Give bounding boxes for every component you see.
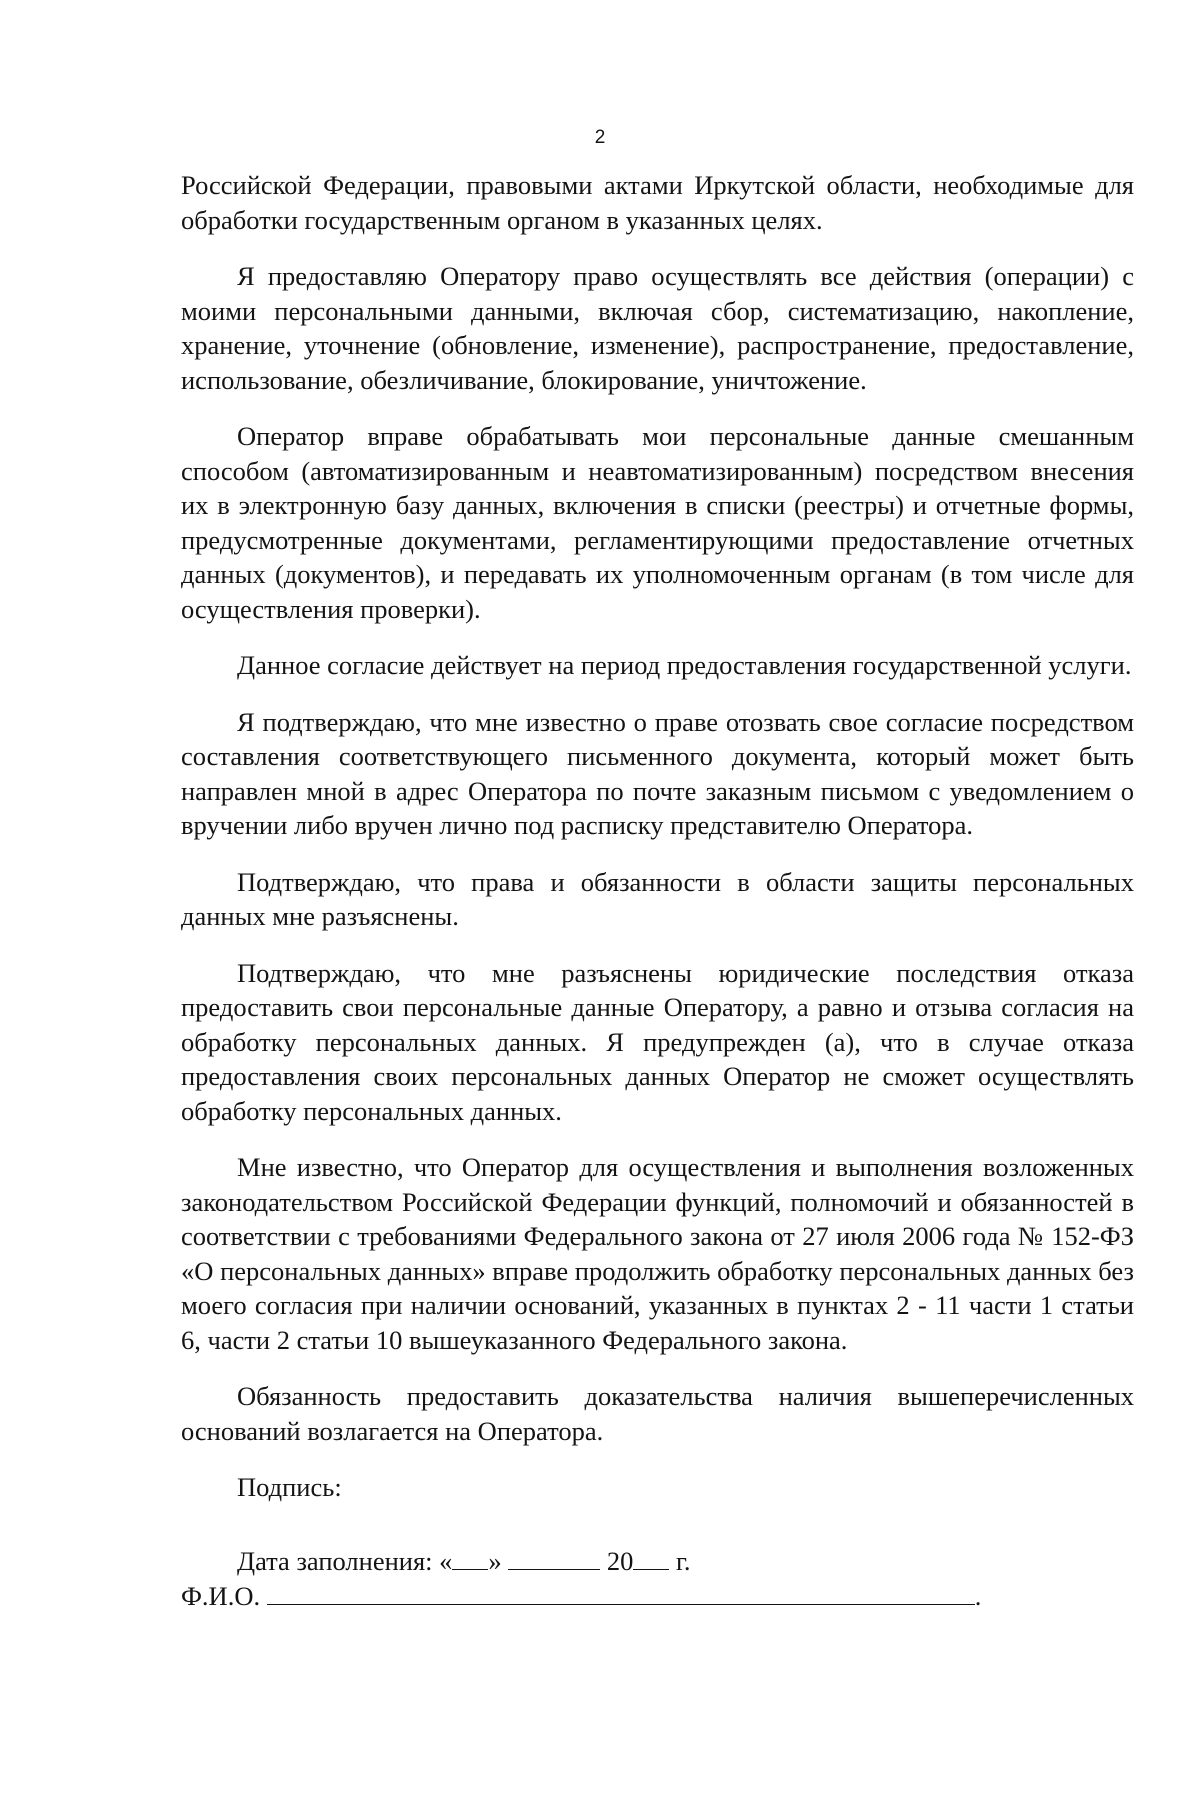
month-blank[interactable] <box>508 1543 600 1570</box>
year-suffix: г. <box>676 1545 691 1576</box>
signature-label: Подпись: <box>237 1472 342 1502</box>
paragraph-validity-period: Данное согласие действует на период предоставления государственной услуги. <box>237 650 1132 680</box>
paragraph-operations-right: Я предоставляю Оператору право осуществлять все действия (операции) с моими персональными данными, включая сбор, систематизацию, накопление, хранение, уточнение (обновление, изменение), распространение, предоставление, использование, обезличивание, блокирование, уничтожение. <box>181 261 1134 395</box>
full-name-blank[interactable] <box>267 1578 975 1605</box>
open-quote: « <box>439 1545 453 1576</box>
year-blank[interactable] <box>633 1543 669 1570</box>
paragraph-refusal-consequences: Подтверждаю, что мне разъяснены юридические последствия отказа предоставить свои персональные данные Оператору, а равно и отзыва согласия на обработку персональных данных. Я предупрежден (а), что в случае отказа предоставления своих персональных данных Оператор не сможет осуществлять обработку персональных данных. <box>181 957 1134 1126</box>
close-quote: » <box>488 1545 502 1576</box>
fill-date-label: Дата заполнения: <box>237 1545 433 1576</box>
year-prefix: 20 <box>606 1545 634 1576</box>
full-name-end-mark: . <box>974 1581 982 1611</box>
full-name-label: Ф.И.О. <box>181 1581 261 1611</box>
paragraph-rights-explained: Подтверждаю, что права и обязанности в области защиты персональных данных мне разъяснены. <box>181 866 1134 931</box>
paragraph-processing-method: Оператор вправе обрабатывать мои персональные данные смешанным способом (автоматизированным и неавтоматизированным) посредством внесения их в электронную базу данных, включения в списки (реестры) и отчетные формы, предусмотренные документами, регламентирующими предоставление отчетных данных (документов), и передавать их уполномоченным органам (в том числе для осуществления проверки). <box>181 421 1134 624</box>
page-number: 2 <box>594 127 606 148</box>
consent-text <box>181 168 1134 1614</box>
full-name-line <box>181 1578 1134 1614</box>
paragraph-revocation-right: Я подтверждаю, что мне известно о праве отозвать свое согласие посредством составления соответствующего письменного документа, который может быть направлен мной в адрес Оператора по почте заказным письмом с уведомлением о вручении либо вручен лично под расписку представителю Оператора. <box>181 706 1134 840</box>
fill-date-line <box>181 1543 1134 1579</box>
paragraph-continuation: Российской Федерации, правовыми актами Иркутской области, необходимые для обработки государственным органом в указанных целях. <box>181 170 1134 235</box>
paragraph-processing-without-consent: Мне известно, что Оператор для осуществления и выполнения возложенных законодательством Российской Федерации функций, полномочий и обязанностей в соответствии с требованиями Федерального закона от 27 июля 2006 года № 152-ФЗ «О персональных данных» вправе продолжить обработку персональных данных без моего согласия при наличии оснований, указанных в пунктах 2 - 11 части 1 статьи 6, части 2 статьи 10 вышеуказанного Федерального закона. <box>181 1152 1134 1355</box>
signature-line <box>181 1470 1134 1505</box>
day-blank[interactable] <box>452 1543 488 1570</box>
paragraph-burden-of-proof: Обязанность предоставить доказательства наличия вышеперечисленных оснований возлагается на Оператора. <box>181 1381 1134 1446</box>
